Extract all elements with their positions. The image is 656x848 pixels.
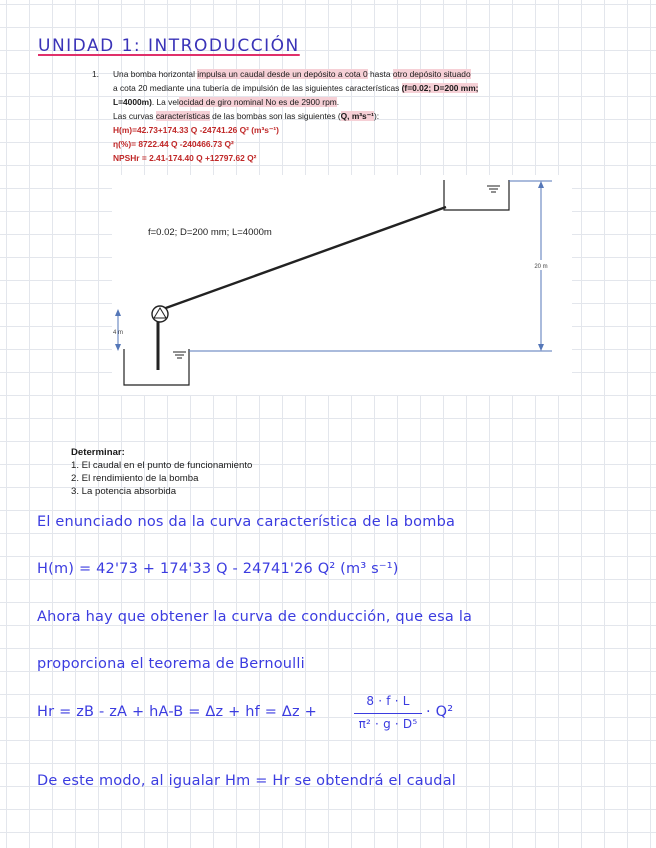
text-run: a cota 20 mediante una tubería de impulsión de las siguientes características [113,83,402,93]
pump-efficiency-equation: η(%)= 8722.44 Q -240466.73 Q² [113,139,234,149]
text-run: Las curvas [113,111,156,121]
pipe-parameters-label: f=0.02; D=200 mm; L=4000m [148,227,272,238]
text-run: de las bombas son las siguientes ( [209,111,341,121]
note-line-3: Ahora hay que obtener la curva de conducción, que esa la [37,609,473,625]
text-run: hasta [367,69,393,79]
fraction-bar [354,713,422,714]
bernoulli-equation: Hr = zB - zA + hA-B = Δz + hf = Δz + [37,704,318,720]
highlight-run: otro depósito situado [392,69,471,79]
flow-squared-term: · Q² [426,704,454,720]
determinar-item: 1. El caudal en el punto de funcionamiento [71,460,253,471]
highlight-run: Q, m³s⁻¹ [340,111,374,121]
fraction-denominator: π² · g · D⁵ [358,717,418,731]
determinar-title: Determinar: [71,447,125,458]
note-line-2: H(m) = 42'73 + 174'33 Q - 24741'26 Q² (m³ s⁻¹) [37,561,399,577]
unit-title: UNIDAD 1: INTRODUCCIÓN [38,36,300,56]
highlight-run: ocidad de giro nominal No es de 2900 rpm [178,97,337,107]
highlight-run: características [155,111,210,121]
determinar-item: 2. El rendimiento de la bomba [71,473,199,484]
pump-head-equation: H(m)=42.73+174.33 Q -24741.26 Q² (m³s⁻¹) [113,125,279,135]
fraction-numerator: 8 · f · L [366,694,410,708]
text-run: Una bomba horizontal [113,69,198,79]
note-line-4: proporciona el teorema de Bernoulli [37,656,305,672]
text-run: ): [373,111,380,121]
determinar-item: 3. La potencia absorbida [71,486,177,497]
highlight-run: impulsa un caudal desde un depósito a cota 0 [197,69,368,79]
note-line-1: El enunciado nos da la curva característica de la bomba [37,514,456,530]
height-label-20m: 20 m [534,264,548,270]
text-run: . [336,97,340,107]
note-line-6: De este modo, al igualar Hm = Hr se obtendrá el caudal [37,773,457,789]
problem-number: 1. [92,69,99,79]
highlight-run: (f=0.02; D=200 mm; [401,83,479,93]
text-run: . La vel [151,97,179,107]
diagram-background [112,175,572,395]
height-label-4m: 4 m [112,330,124,336]
npshr-equation: NPSHr = 2.41-174.40 Q +12797.62 Q² [113,153,257,163]
text-run: L=4000m) [113,97,152,107]
